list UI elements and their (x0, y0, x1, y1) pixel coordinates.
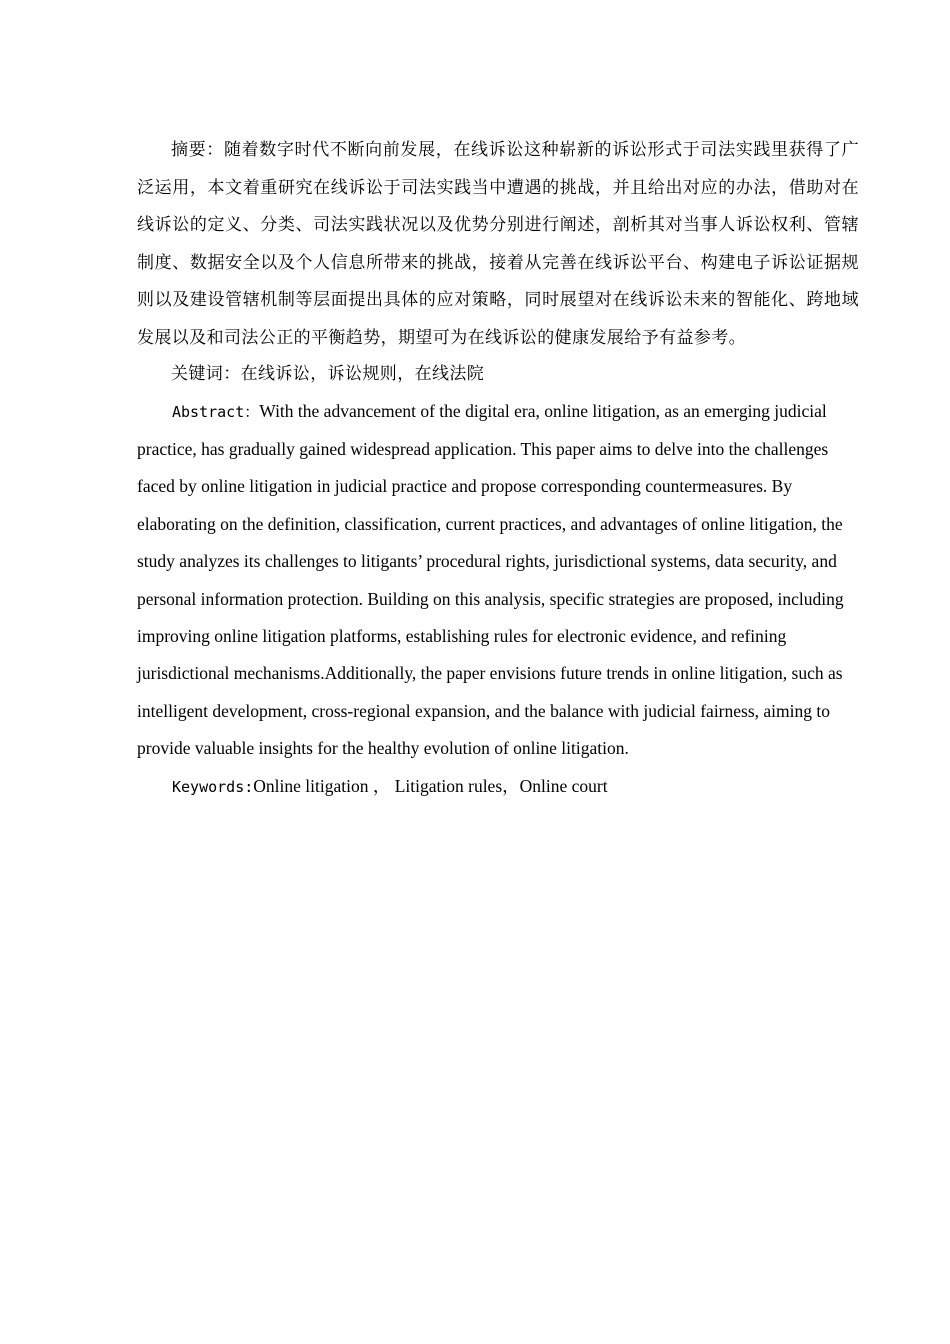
abstract-en-label: Abstract： (172, 402, 260, 421)
keywords-en-text: Online litigation ， Litigation rules，Online court (253, 775, 608, 796)
abstract-en-paragraph (137, 393, 859, 768)
keywords-cn-label: 关键词： (171, 364, 241, 384)
keywords-en-label: Keywords: (172, 777, 254, 796)
abstract-cn-paragraph (137, 132, 859, 357)
abstract-cn-text: 随着数字时代不断向前发展，在线诉讼这种崭新的诉讼形式于司法实践里获得了广泛运用，本文着重研究在线诉讼于司法实践当中遭遇的挑战，并且给出对应的办法，借助对在线诉讼的定义、分类、司法实践状况以及优势分别进行阐述，剖析其对当事人诉讼权利、管辖制度、数据安全以及个人信息所带来的挑战，接着从完善在线诉讼平台、构建电子诉讼证据规则以及建设管辖机制等层面提出具体的应对策略，同时展望对在线诉讼未来的智能化、跨地域发展以及和司法公正的平衡趋势，期望可为在线诉讼的健康发展给予有益参考。 (137, 140, 860, 348)
keywords-cn-paragraph (137, 356, 859, 394)
keywords-en-paragraph (137, 768, 859, 806)
paper-page (137, 132, 859, 806)
abstract-en-text: With the advancement of the digital era, online litigation, as an emerging judicial practice, has gradually gained widespread application. This paper aims to delve into the challenges faced by online litigation in judicial practice and propose corresponding countermeasures. By elaborating on the definition, classification, current practices, and advantages of online litigation, the study analyzes its challenges to litigants’ procedural rights, jurisdictional systems, data security, and personal information protection. Building on this analysis, specific strategies are proposed, including improving online litigation platforms, establishing rules for electronic evidence, and refining jurisdictional mechanisms.Additionally, the paper envisions future trends in online litigation, such as intelligent development, cross-regional expansion, and the balance with judicial fairness, aiming to provide valuable insights for the healthy evolution of online litigation. (137, 400, 844, 759)
abstract-cn-label: 摘要： (171, 140, 224, 160)
keywords-cn-text: 在线诉讼，诉讼规则，在线法院 (240, 364, 485, 384)
